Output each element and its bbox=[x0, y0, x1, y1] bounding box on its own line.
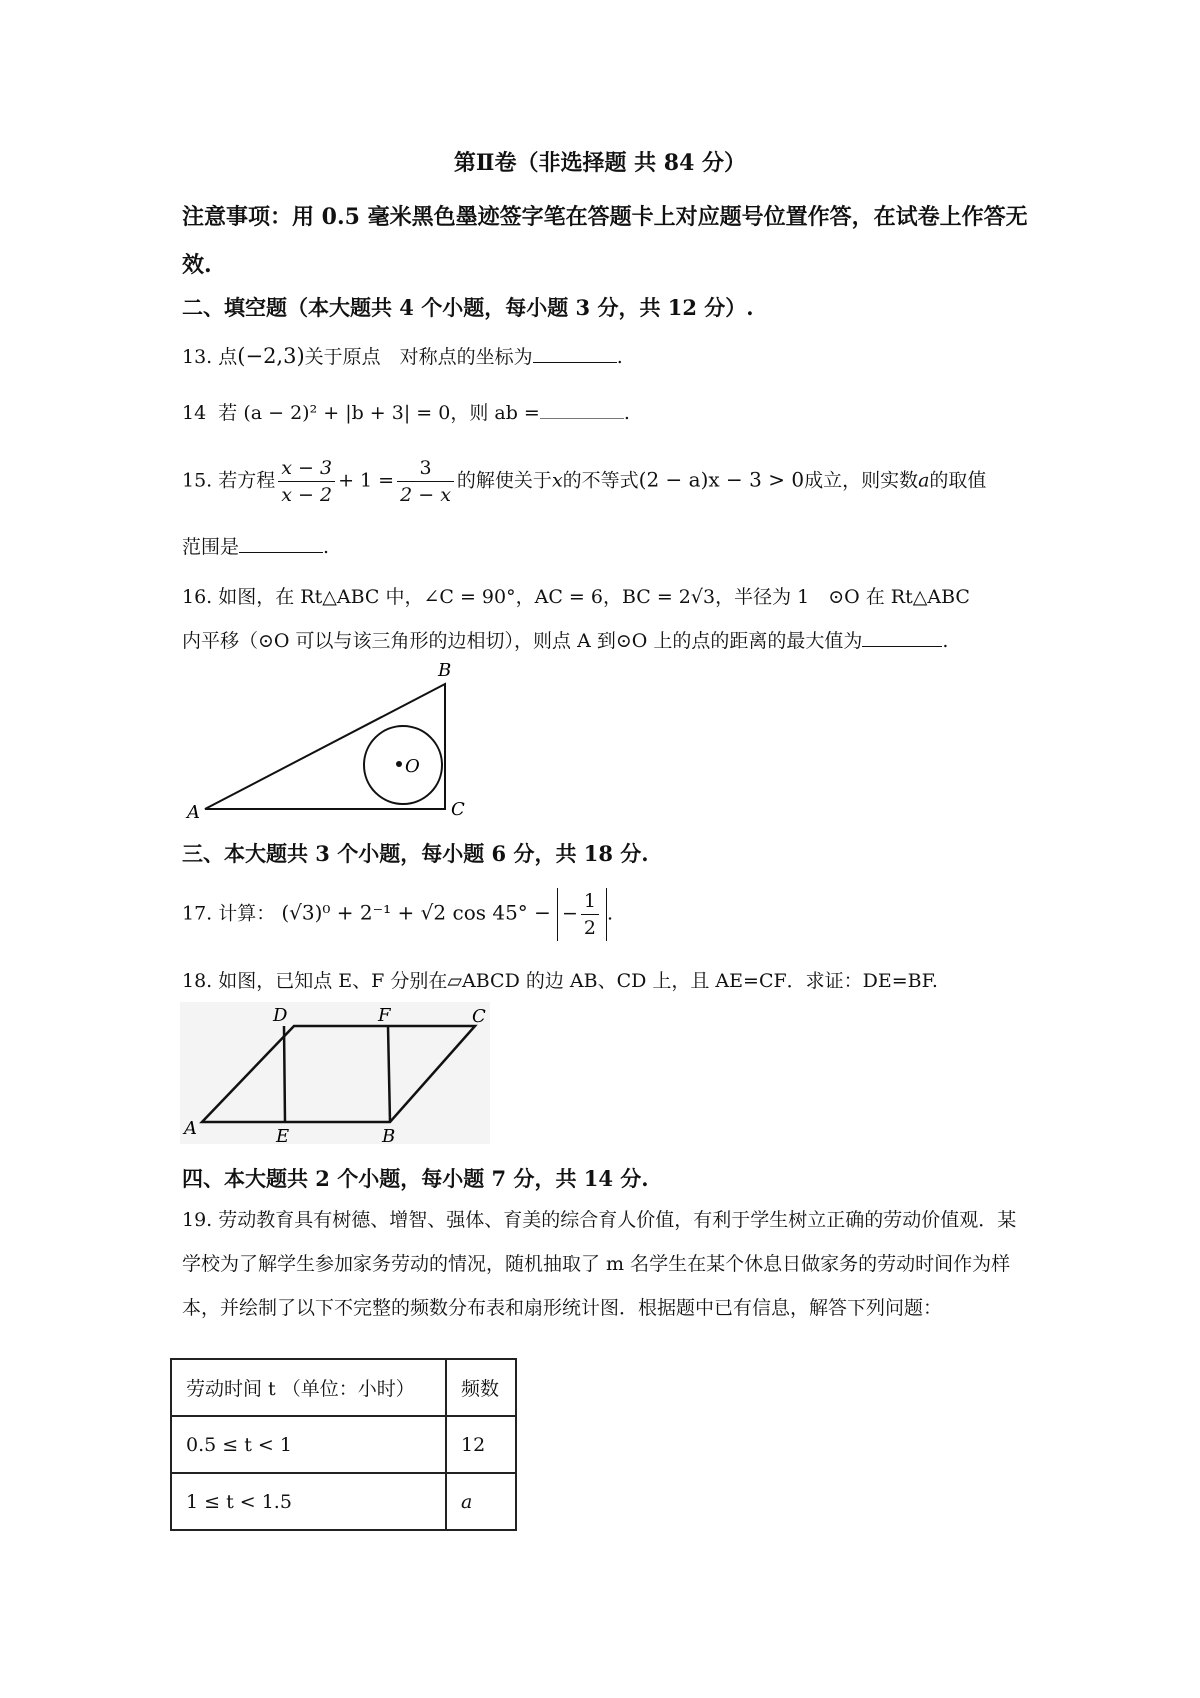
q15-fraction-2 bbox=[397, 455, 454, 508]
q15-text-c: 的不等式 bbox=[562, 469, 639, 492]
label-o: O bbox=[405, 756, 420, 777]
fraction-denominator: 2 − x bbox=[400, 484, 451, 506]
q15-end: . bbox=[323, 536, 330, 558]
table-cell: 1 ≤ t < 1.5 bbox=[171, 1473, 446, 1530]
question-15 bbox=[182, 455, 986, 508]
q15-var-x: x bbox=[551, 469, 563, 492]
table-header-row bbox=[171, 1359, 516, 1416]
label-b: B bbox=[382, 1126, 396, 1144]
q14-text-b: ，则 ab = bbox=[450, 402, 540, 424]
label-f: F bbox=[378, 1005, 391, 1026]
q14-text-a: 若 bbox=[218, 402, 238, 424]
q15-text-a: 若方程 bbox=[218, 469, 276, 492]
q18-text: 如图，已知点 E、F 分别在▱ABCD 的边 AB、CD 上，且 AE=CF．求证：DE=BF. bbox=[218, 970, 938, 992]
question-19 bbox=[182, 1198, 1024, 1330]
notice-text: 注意事项：用 0.5 毫米黑色墨迹签字笔在答题卡上对应题号位置作答，在试卷上作答无效. bbox=[182, 204, 1028, 278]
q15-mid: + 1 = bbox=[338, 469, 395, 492]
q15-var-a: a bbox=[918, 469, 930, 492]
q16-end: . bbox=[942, 630, 949, 652]
q15-text-b: 的解使关于 bbox=[456, 469, 552, 492]
table-header: 频数 bbox=[446, 1359, 516, 1416]
question-14 bbox=[182, 398, 630, 425]
q16-line2: 内平移（⊙O 可以与该三角形的边相切），则点 A 到⊙O 上的点的距离的最大值为 bbox=[182, 630, 863, 652]
question-16-line2 bbox=[182, 626, 948, 653]
answer-blank bbox=[862, 628, 942, 647]
label-d: D bbox=[273, 1005, 288, 1026]
q17-fraction bbox=[581, 888, 599, 941]
table-row bbox=[171, 1416, 516, 1473]
circle-o bbox=[364, 726, 442, 804]
triangle-abc bbox=[205, 684, 445, 809]
fraction-denominator: x − 2 bbox=[281, 484, 333, 506]
answer-blank bbox=[533, 344, 617, 363]
q19-number: 19. bbox=[182, 1209, 213, 1231]
fraction-numerator: 3 bbox=[397, 455, 454, 482]
question-16 bbox=[182, 582, 970, 609]
question-17 bbox=[182, 888, 613, 941]
answer-blank bbox=[540, 400, 624, 419]
q13-end: . bbox=[616, 346, 623, 368]
q15-number: 15. bbox=[182, 469, 213, 492]
q17-end: . bbox=[606, 902, 614, 925]
q17-number: 17. bbox=[182, 902, 213, 925]
q16-line1: 如图，在 Rt△ABC 中，∠C = 90°，AC = 6，BC = 2√3，半径为 1 ⊙O 在 Rt△ABC bbox=[218, 586, 970, 608]
circle-center-dot bbox=[396, 761, 402, 767]
q15-text-e: 的取值 bbox=[929, 469, 987, 492]
label-b: B bbox=[438, 660, 452, 681]
q15-text-d: 成立，则实数 bbox=[804, 469, 919, 492]
q13-text-a: 点 bbox=[218, 346, 238, 368]
frequency-table bbox=[170, 1358, 517, 1531]
q17-expression: (√3)⁰ + 2⁻¹ + √2 cos 45° − bbox=[281, 900, 551, 925]
label-a: A bbox=[184, 1118, 197, 1139]
q17-text: 计算： bbox=[218, 902, 276, 925]
q14-end: . bbox=[623, 402, 630, 424]
q15-fraction-1 bbox=[278, 455, 335, 508]
label-e: E bbox=[276, 1126, 290, 1144]
q17-minus: − bbox=[561, 902, 578, 925]
fraction-numerator: 1 bbox=[581, 888, 599, 915]
parallelogram-figure bbox=[180, 1002, 490, 1144]
q13-text-b: 关于原点 对称点的坐标为 bbox=[304, 346, 533, 368]
question-18 bbox=[182, 966, 938, 993]
q18-number: 18. bbox=[182, 970, 213, 992]
fraction-denominator: 2 bbox=[583, 917, 596, 939]
section2-heading: 二、填空题（本大题共 4 个小题，每小题 3 分，共 12 分）. bbox=[182, 295, 754, 320]
fraction-numerator: x − 3 bbox=[278, 455, 335, 482]
table-cell: 12 bbox=[446, 1416, 516, 1473]
table-row bbox=[171, 1473, 516, 1530]
table-cell: 0.5 ≤ t < 1 bbox=[171, 1416, 446, 1473]
q13-number: 13. bbox=[182, 346, 213, 368]
section4-heading: 四、本大题共 2 个小题，每小题 7 分，共 14 分. bbox=[182, 1166, 649, 1191]
q14-number: 14 bbox=[182, 402, 207, 424]
part-title: 第Ⅱ卷（非选择题 共 84 分） bbox=[453, 150, 747, 176]
answer-blank bbox=[239, 534, 323, 553]
q15-inequality: (2 − a)x − 3 > 0 bbox=[638, 467, 805, 492]
label-a: A bbox=[187, 802, 200, 820]
triangle-figure bbox=[180, 660, 480, 820]
segment-de bbox=[284, 1026, 285, 1122]
table-cell: a bbox=[446, 1473, 516, 1530]
label-c: C bbox=[451, 799, 465, 820]
q14-expression: (a − 2)² + |b + 3| = 0 bbox=[243, 402, 451, 424]
q16-number: 16. bbox=[182, 586, 213, 608]
q15-line2: 范围是 bbox=[182, 536, 240, 558]
q13-point: (−2,3) bbox=[237, 344, 305, 368]
question-13 bbox=[182, 342, 623, 369]
label-c: C bbox=[472, 1006, 486, 1027]
q19-paragraph: 劳动教育具有树德、增智、强体、育美的综合育人价值，有利于学生树立正确的劳动价值观．某学校为了解学生参加家务劳动的情况，随机抽取了 m 名学生在某个休息日做家务的劳动时间作为样本，并绘制了以下不完整的频数分布表和扇形统计图．根据题中已有信息，解答下列问题： bbox=[182, 1209, 1017, 1319]
table-header: 劳动时间 t （单位：小时） bbox=[171, 1359, 446, 1416]
q17-absolute-value bbox=[557, 888, 607, 941]
section3-heading: 三、本大题共 3 个小题，每小题 6 分，共 18 分. bbox=[182, 841, 649, 866]
question-15-line2 bbox=[182, 532, 329, 559]
